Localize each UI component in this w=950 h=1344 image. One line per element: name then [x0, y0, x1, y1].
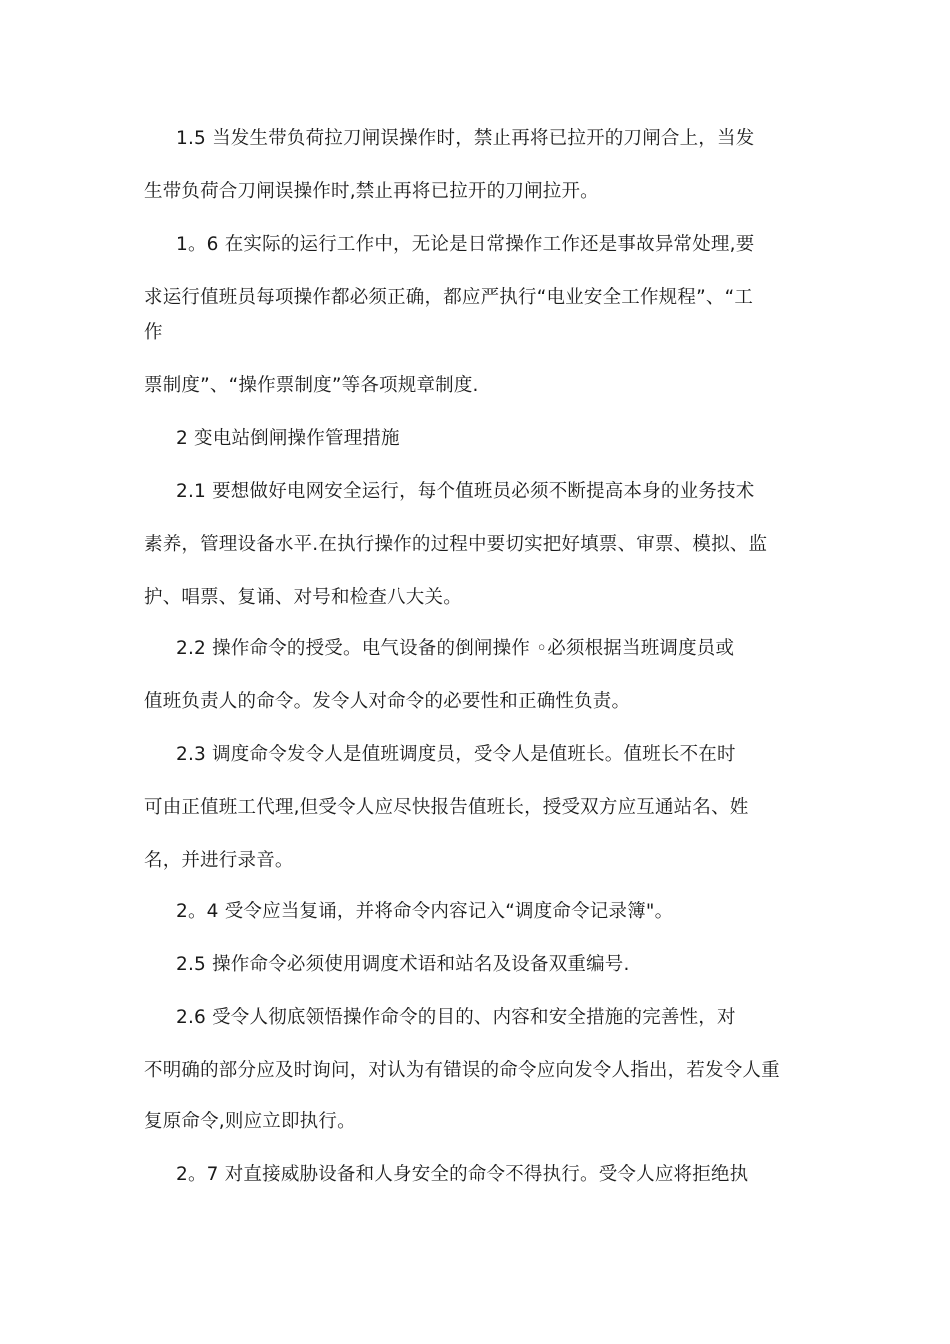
paragraph-1-5-line-2: 生带负荷合刀闸误操作时,禁止再将已拉开的刀闸拉开。	[144, 181, 599, 202]
paragraph-2-6-line-2: 不明确的部分应及时询问，对认为有错误的命令应向发令人指出，若发令人重	[144, 1060, 780, 1081]
paragraph-2-3-line-2: 可由正值班工代理,但受令人应尽快报告值班长，授受双方应互通站名、姓	[144, 797, 749, 818]
paragraph-2-3-line-3: 名，并进行录音。	[144, 850, 294, 871]
paragraph-2-5: 2.5 操作命令必须使用调度术语和站名及设备双重编号.	[176, 954, 630, 975]
section-2-heading: 2 变电站倒闸操作管理措施	[176, 428, 400, 449]
paragraph-2-1-line-2: 素养，管理设备水平.在执行操作的过程中要切实把好填票、审票、模拟、监	[144, 534, 768, 555]
paragraph-2-4: 2。4 受令应当复诵，并将命令内容记入“调度命令记录簿"。	[176, 901, 674, 922]
paragraph-1-5-line-1: 1.5 当发生带负荷拉刀闸误操作时，禁止再将已拉开的刀闸合上，当发	[176, 128, 755, 149]
paragraph-2-2-line-1: 2.2 操作命令的授受。电气设备的倒闸操作 ◦必须根据当班调度员或	[176, 638, 735, 659]
paragraph-2-6-line-3: 复原命令,则应立即执行。	[144, 1111, 356, 1132]
paragraph-2-1-line-3: 护、唱票、复诵、对号和检查八大关。	[144, 587, 462, 608]
paragraph-2-7-line-1: 2。7 对直接威胁设备和人身安全的命令不得执行。受令人应将拒绝执	[176, 1164, 749, 1185]
paragraph-1-6-line-1: 1。6 在实际的运行工作中，无论是日常操作工作还是事故异常处理,要	[176, 234, 755, 255]
paragraph-2-3-line-1: 2.3 调度命令发令人是值班调度员，受令人是值班长。值班长不在时	[176, 744, 736, 765]
paragraph-2-1-line-1: 2.1 要想做好电网安全运行，每个值班员必须不断提高本身的业务技术	[176, 481, 755, 502]
paragraph-1-6-line-4: 票制度”、“操作票制度”等各项规章制度.	[144, 375, 479, 396]
paragraph-1-6-line-2: 求运行值班员每项操作都必须正确，都应严执行“电业安全工作规程”、“工	[144, 287, 754, 308]
paragraph-2-2-line-2: 值班负责人的命令。发令人对命令的必要性和正确性负责。	[144, 691, 631, 712]
paragraph-2-6-line-1: 2.6 受令人彻底领悟操作命令的目的、内容和安全措施的完善性，对	[176, 1007, 736, 1028]
paragraph-1-6-line-3: 作	[144, 322, 163, 343]
